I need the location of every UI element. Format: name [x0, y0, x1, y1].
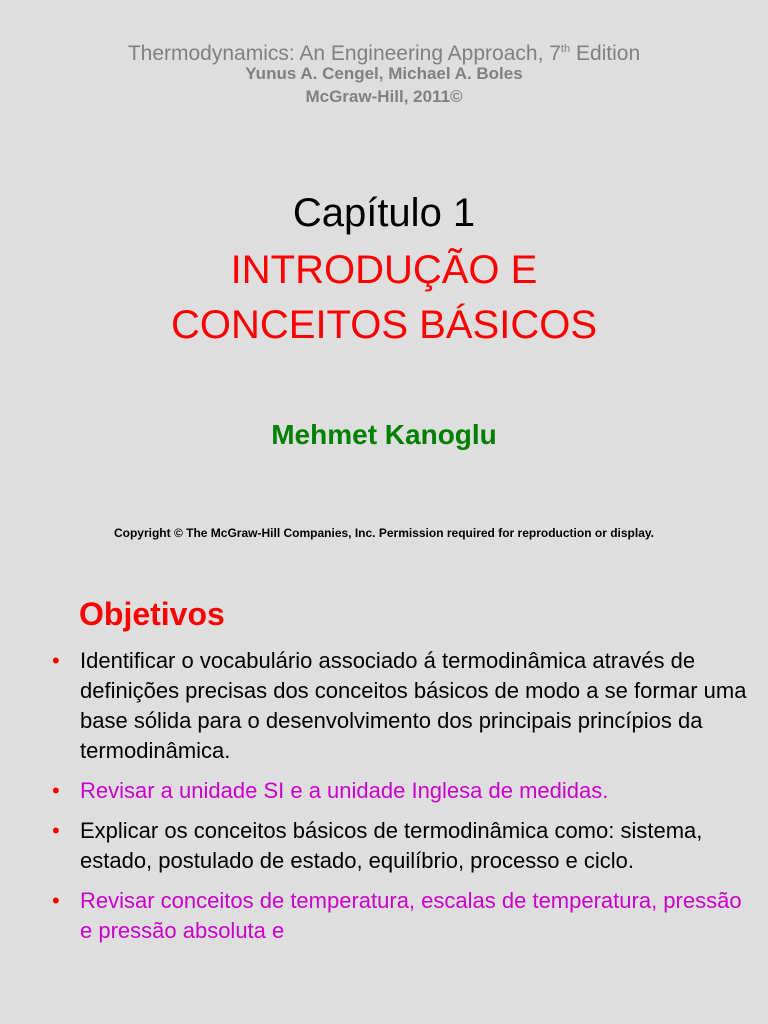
book-authors: Yunus A. Cengel, Michael A. Boles: [245, 64, 523, 83]
bullet-icon: •: [52, 818, 60, 843]
objectives-heading: Objetivos: [79, 596, 225, 632]
objective-text: Revisar a unidade SI e a unidade Inglesa de medidas.: [80, 778, 609, 803]
bullet-icon: •: [52, 648, 60, 673]
bullet-icon: •: [52, 778, 60, 803]
book-title-sup: th: [560, 43, 571, 55]
bullet-icon: •: [52, 888, 60, 913]
objective-item: [48, 886, 748, 946]
book-title-end: Edition: [570, 42, 641, 65]
chapter-label: Capítulo 1: [292, 191, 476, 235]
chapter-title-line1: INTRODUÇÃO E: [230, 248, 538, 292]
objective-item: [48, 646, 748, 766]
book-publisher: McGraw-Hill, 2011©: [305, 87, 463, 106]
objectives-list: [48, 646, 748, 956]
objective-text: Identificar o vocabulário associado á termodinâmica através de definições precisas dos conceitos básicos de modo a se formar uma base sólida para o desenvolvimento dos principais princípios da termodinâmica.: [80, 648, 747, 763]
objective-text: Explicar os conceitos básicos de termodinâmica como: sistema, estado, postulado de estado, equilíbrio, processo e ciclo.: [80, 818, 703, 873]
objective-item: [48, 816, 748, 876]
objective-item: [48, 776, 748, 806]
copyright-notice: Copyright © The McGraw-Hill Companies, Inc. Permission required for reproduction or display.: [113, 526, 655, 540]
book-title-main: Thermodynamics: An Engineering Approach, 7: [127, 42, 561, 65]
objective-text: Revisar conceitos de temperatura, escalas de temperatura, pressão e pressão absoluta e: [80, 888, 742, 943]
presenter-name: Mehmet Kanoglu: [271, 419, 497, 450]
chapter-title-line2: CONCEITOS BÁSICOS: [170, 303, 597, 347]
